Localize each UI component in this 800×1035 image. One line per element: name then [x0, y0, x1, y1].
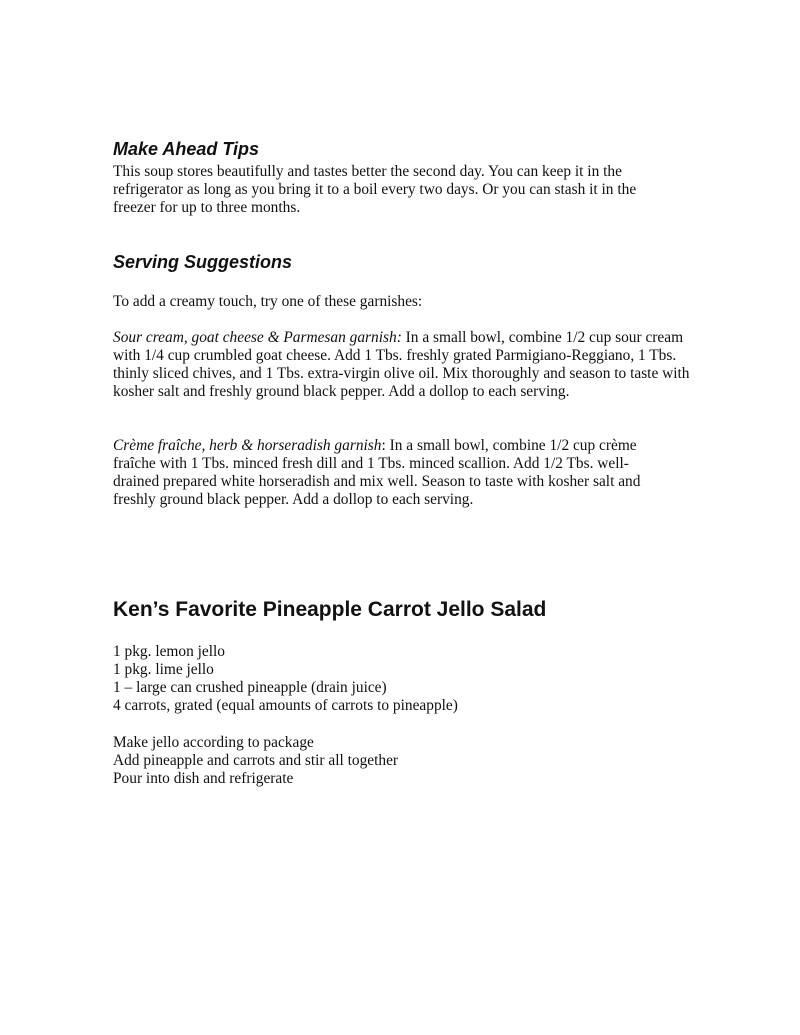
- garnish-text: In a small bowl, combine 1/2 cup sour cream with 1/4 cup crumbled goat cheese. Add 1 Tbs. freshly grated Parmigiano-Reggiano, 1 Tbs. thinly sliced chives, and 1 Tbs. extra-virgin olive oil. Mix thoroughly and season to taste with kosher salt and freshly ground black pepper. Add a dollop to each serving.: [113, 329, 690, 400]
- ingredient-list: [113, 643, 458, 715]
- step-item: Make jello according to package: [113, 734, 314, 751]
- serving-heading: Serving Suggestions: [113, 252, 293, 272]
- ingredient-item: 1 – large can crushed pineapple (drain juice): [113, 679, 387, 696]
- garnish-paragraph: [113, 437, 673, 509]
- garnish-paragraph: [113, 329, 693, 401]
- serving-intro: To add a creamy touch, try one of these garnishes:: [113, 293, 423, 310]
- ingredient-item: 1 pkg. lime jello: [113, 661, 214, 678]
- garnish-name: Crème fraîche, herb & horseradish garnish: [113, 437, 382, 454]
- step-item: Pour into dish and refrigerate: [113, 770, 294, 787]
- recipe-title: Ken’s Favorite Pineapple Carrot Jello Salad: [113, 598, 547, 621]
- step-item: Add pineapple and carrots and stir all together: [113, 752, 399, 769]
- ingredient-item: 1 pkg. lemon jello: [113, 643, 225, 660]
- garnish-name: Sour cream, goat cheese & Parmesan garnish:: [113, 329, 402, 346]
- make-ahead-heading: Make Ahead Tips: [113, 139, 260, 159]
- ingredient-item: 4 carrots, grated (equal amounts of carrots to pineapple): [113, 697, 458, 714]
- make-ahead-body: This soup stores beautifully and tastes better the second day. You can keep it in the refrigerator as long as you bring it to a boil every two days. Or you can stash it in the freezer for up to three months.: [113, 163, 637, 216]
- step-list: [113, 734, 398, 788]
- garnish-text: : In a small bowl, combine 1/2 cup crème fraîche with 1 Tbs. minced fresh dill and 1 Tbs. minced scallion. Add 1/2 Tbs. well-drained prepared white horseradish and mix well. Season to taste with kosher salt and freshly ground black pepper. Add a dollop to each serving.: [113, 437, 641, 508]
